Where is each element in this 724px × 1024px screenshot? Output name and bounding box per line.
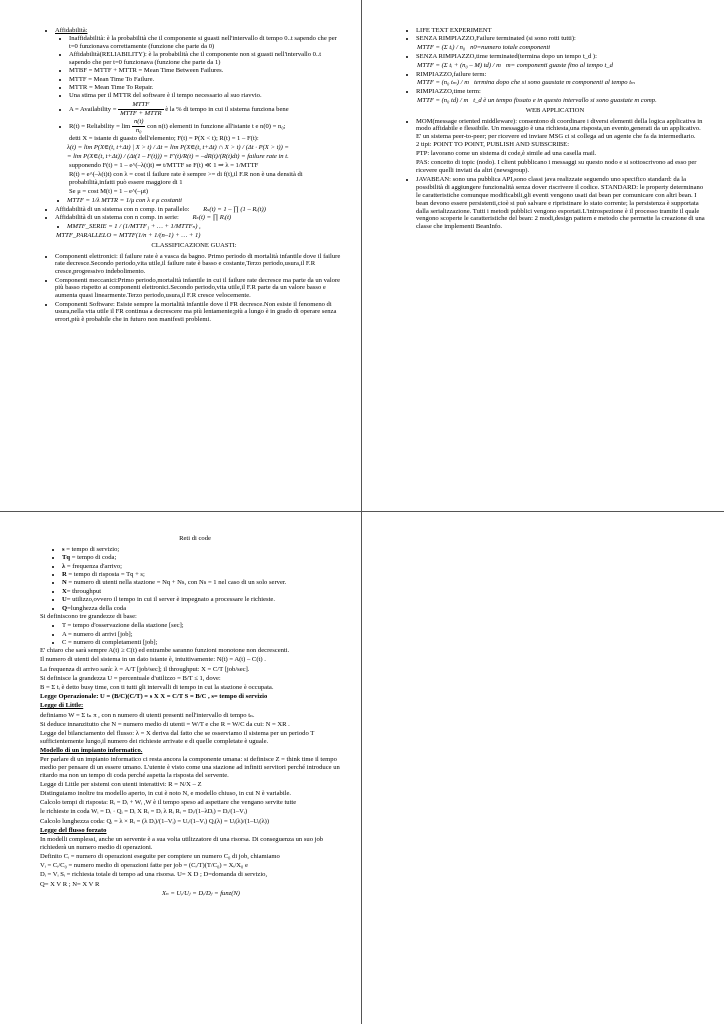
fraction-numerator: n(t): [133, 117, 144, 125]
legge-operazionale: Legge Operazionale: U = (B/C)(C/T) = s X X = C/T S = B/C , s= tempo di servizio: [40, 693, 268, 701]
formula-note: t_d è un tempo fissato e in questo intervallo si sono guastate m comp.: [473, 96, 657, 104]
availability-suffix: è la % di tempo in cui il sistema funziona bene: [165, 105, 289, 113]
definito-line: Definito Cᵢ = numero di operazioni eseguite per compiere un numero C₀ di job, chiamiamo: [40, 853, 280, 861]
def-text: = numero di utenti nella stazione = Nq + Ns, con Ns = 1 nel caso di un solo server.: [66, 579, 287, 587]
senza-time-list: [405, 53, 705, 61]
mttf-serie-formula: • MMTF_SERIE = 1 / (1/MTTF₁ + … + 1/MTTFₙ) ,: [67, 223, 344, 231]
list-item: [62, 605, 350, 613]
list-item: [62, 571, 350, 579]
list-item: • Affidabilità(RELIABILITY): è la probabilità che il componente non si guasti nell'intervallo 0..t sapendo che per t=0 funzionava (funzione che parte da 1): [69, 51, 344, 67]
def-symbol: Tq: [62, 554, 71, 562]
list-item: • SENZA RIMPIAZZO,Failure terminated (si sono rotti tutti):: [416, 35, 705, 43]
page-bottom-left: [40, 533, 350, 1018]
list-item: [62, 554, 350, 562]
rimp-time-list: [405, 88, 705, 96]
little-interattivi: Legge di Little per sistemi con utenti interattivi: R = N/X – Z: [40, 780, 202, 788]
frequenza-line: La frequenza di arrivo sarà: λ = A/T [job/sec]; il throughput: X = C/T [job/sec].: [40, 665, 250, 673]
availability-prefix: A = Availability =: [69, 105, 119, 113]
formula-f3: [417, 79, 705, 87]
list-item: [62, 579, 350, 587]
definitions-list: [40, 546, 350, 613]
modello-text: Per parlare di un impianto informatico ci resta ancora la componente umana: si definisce Z = think time il tempo medio per pensare di un essere umano. L'utente è visto come una stazione ad infiniti servitori perché introduce un ritardo ma non un tempo di coda perché aspetta la risposta del servente.: [40, 756, 340, 779]
vertical-divider: [361, 0, 362, 1024]
def-text: = throughput: [66, 587, 102, 595]
availability-fraction: [118, 101, 163, 118]
list-item: [62, 563, 350, 571]
flusso-forzato-text: In modelli complessi, anche un servente è a sua volta utilizzatore di una risorsa. Di conseguenza un suo job richiederà un numero medio di operazioni.: [40, 836, 324, 851]
serial-item: [55, 214, 344, 222]
utilizzo-line: Si definisce la grandezza U = percentuale d'utilizzo = B/T ≤ 1, dove:: [40, 674, 221, 682]
reliability-item: [69, 118, 344, 135]
lunghezza-coda-line: Calcolo lunghezza coda: Qᵢ = λ × Rᵢ = (λ Dᵢ)/(1–Vᵢ) = Uᵢ/(1–Vᵢ) Qᵢ(λ) = Uᵢ(λ)/(1–Uᵢ(λ)): [40, 817, 270, 825]
detti-line: detti X = istante di guasto dell'elemento; F(t) = P(X < t); R(t) = 1 – F(t):: [69, 135, 259, 143]
affidabilita-item: [55, 27, 344, 196]
affidabilita-heading: Affidabilità:: [55, 27, 88, 34]
reliability-prefix: R(t) = Reliability = lim: [69, 122, 131, 130]
page-top-right: [405, 27, 705, 507]
def-symbol: X: [62, 587, 67, 595]
flusso-forzato-title: Legge del flusso forzato: [40, 826, 107, 834]
parallel-item: [55, 206, 344, 214]
grandezze-intro: Si definiscono tre grandezze di base:: [40, 612, 137, 620]
list-item: • Una stima per il MTTR del software è il tempo necessario al suo riavvio.: [69, 92, 344, 100]
mom-extra: PTP: lavorano come un sistema di code,è simile ad una casella mail.: [416, 150, 597, 158]
bilanciamento-line: Legge del bilanciamento del flusso: λ = X deriva dal fatto che se osserviamo il sistema per un periodo T sufficientemente lungo,il numero dei richieste arrivate e di quelle completate è uguale.: [40, 729, 315, 745]
distinguiamo-line: Distinguiamo inoltre tra modello aperto, in cui è noto N, e modello chiuso, in cui N è variabile.: [40, 790, 292, 798]
busy-time-line: B = Σ tᵢ è detto busy time, con ti tutti gli intervalli di tempo in cui la stazione è occupata.: [40, 684, 274, 692]
list-item: • C = numero di completamenti [job];: [62, 639, 350, 647]
list-item: • MTTF = Mean Time To Failure.: [69, 76, 344, 84]
list-item: • A = numero di arrivi [job];: [62, 631, 350, 639]
reti-di-code-title: Reti di code: [179, 535, 211, 542]
def-text: =lunghezza della coda: [67, 604, 127, 612]
formula-f1: [417, 44, 705, 52]
legge-little-title: Legge di Little:: [40, 702, 84, 710]
def-text: = utilizzo,ovvero il tempo in cui il server è impegnato a processare le richieste.: [66, 596, 275, 604]
life-test-list: [405, 27, 705, 43]
def-text: = tempo di servizio;: [64, 545, 120, 553]
classificazione-title: CLASSIFICAZIONE GUASTI:: [151, 241, 237, 249]
grandezze-list: [40, 622, 350, 647]
qxvr-line: Q= X V R ; N= X V R: [40, 880, 100, 888]
parallel-label: Affidabilità di un sistema con n comp. in parallelo:: [55, 206, 190, 214]
list-item: • Componenti meccanici:Primo periodo,mortalità infantile in cui il failure rate decresce ma parte da un valore più basso rispetto ai componenti elettronici.Secondo periodo,vita utile,il F.R parte da un valore basso e aumenta quasi linearmente.Terzo periodo,usura,il F.R cresce velocemente.: [55, 277, 344, 300]
fraction-numerator: MTTF: [118, 101, 163, 110]
parallel-formula: Rₛ(t) = 1 – ∏ (1 – Rᵢ(t)): [203, 206, 266, 214]
list-item: • T = tempo d'osservazione della stazione [sec];: [62, 622, 350, 630]
availability-item: [69, 101, 344, 118]
list-item: • Inaffidabilità: è la probabilità che il componente si guasti nell'intervallo di tempo 0..t sapendo che per t=0 funzionava correttamente (funzione che parte da 0): [69, 35, 344, 51]
def-symbol: N: [62, 579, 67, 587]
xn-formula: Xₙ = Uᵢ/Uⱼ = Dᵢ/Dⱼ = funz(N): [161, 889, 240, 897]
se-line: Se μ = cost M(t) = 1 – e^(–μt): [69, 188, 149, 196]
web-application-title: WEB APPLICATION: [525, 106, 585, 114]
formula-note: termina dopo che si sono guastate m componenti al tempo tₘ: [473, 79, 636, 87]
di-line: Dᵢ = Vᵢ Sᵢ = richiesta totale di tempo ad una risorsa. U= X D ; D=domanda di servizio,: [40, 871, 268, 879]
richieste-line: le richieste in coda Wᵢ = Dᵢ · Qᵢ = Dᵢ X Rᵢ = Dᵢ λ Rᵢ Rᵢ = Dᵢ/(1–λDᵢ) = Dᵢ/(1–Vᵢ): [40, 808, 248, 816]
def-symbol: λ: [62, 562, 66, 570]
supponendo-line: supponendo F(t) = 1 – e^(–λ(t)t) ⇒ t/MTTF se F(t) ≪ 1 ⇒ λ = 1/MTTF: [69, 161, 259, 169]
list-item: • LIFE TEXT EXPERIMENT: [416, 27, 705, 35]
page-top-left: [44, 27, 344, 507]
reliability-fraction: [132, 118, 146, 135]
formula-text: MTTF = (Σ tᵢ) / n₀: [417, 44, 466, 52]
fraction-denominator: MTTF + MTTR: [120, 109, 162, 117]
def-text: = tempo di risposta = Tq + s;: [66, 570, 145, 578]
list-item: • SENZA RIMPIAZZO,time terminated(termina dopo un tempo t_d ):: [416, 53, 705, 61]
fraction-denominator: n₀: [135, 126, 142, 134]
list-item: • Componenti elettronici: il failure rate è a vasca da bagno. Primo periodo di mortalità infantile dove il failure rate decresce.Secondo periodo,vita utile,il failure rate è basso e costante,Terzo periodo,usura,il F.R cresce,progressivo indebolimento.: [55, 253, 344, 276]
numero-utenti-line: Il numero di utenti del sistema in un dato istante è, intuitivamente: N(t) = A(t) – C(t) .: [40, 656, 266, 664]
def-symbol: R: [62, 570, 67, 578]
rimp-fail-list: [405, 71, 705, 79]
vi-line: Vᵢ = Cᵢ/C₀ = numero medio di operazioni fatte per job = (Cᵢ/T)(T/C₀) = Xᵢ/X₀ e: [40, 862, 248, 870]
list-item: • RIMPIAZZO,time term:: [416, 88, 705, 96]
serial-formula: Rₛ(t) = ∏ Rᵢ(t): [192, 214, 232, 222]
formula-text: MTTF = (Σ tᵢ + (n₀ – M) td) / m: [417, 61, 501, 69]
def-text: = frequenza d'arrivo;: [65, 562, 122, 570]
formula-f4: [417, 97, 705, 105]
formula-note: n0=numero totale componenti: [470, 44, 551, 52]
list-item: • MTBF = MTTF + MTTR = Mean Time Between Failures.: [69, 67, 344, 75]
mom-item: [416, 118, 705, 175]
reliability-suffix: con n(t) elementi in funzione all'istante t e n(0) = n₀;: [147, 122, 286, 130]
formula-text: MTTF = (n₀ td) / m: [417, 96, 469, 104]
mttf-mttr-formula: • MTTF = 1/λ MTTR = 1/μ con λ e μ costanti: [67, 197, 344, 205]
formula-text: MTTF = (n₀ tₘ) / m: [417, 79, 469, 87]
lambda-formula-2: = lim P(X∈(t, t+Δt)) / (Δt(1 – F(t))) = F′(t)/R(t) = –dR(t)/(R(t)dt) = failure rate in t.: [67, 153, 289, 161]
def-symbol: U: [62, 596, 67, 604]
classificazione-list: [44, 253, 344, 324]
list-item: [62, 588, 350, 596]
mttf-parallelo-formula: MTTF_PARALLELO = MTTF(1/n + 1/(n–1) + … + 1): [56, 232, 201, 240]
little-definition: definiamo W = Σ tₙ π , con n numero di utenti presenti nell'intervallo di tempo tₙ.: [40, 711, 255, 719]
javabean-item: • JAVABEAN: sono una pubblica API,sono classi java realizzate seguendo uno specifico standard: da la possibilità di aggiungere funzionalità senza dover riscrivere il codice. STANDARD: le property determinano le caratteristiche comunque modificabili,gli eventi vengono usati dai bean per comunicare con altri bean. I bean devono essere persistenti,cioè si può salvare e ripristinare lo stato corrente; la persistenza è supportata dalla serializzazione. Tutti i metodi pubblici vengono esportati.L'introspezione è il processo tramite il quale vengono scoperte le caratteristiche del bean: 2 modi,design pattern e metodo che permette la creazione di una classe che implementi BeanInfo.: [416, 176, 705, 231]
mom-extra: 2 tipi: POINT TO POINT, PUBLISH AND SUBSCRIBE:: [416, 140, 570, 148]
list-item: • MTTR = Mean Time To Repair.: [69, 84, 344, 92]
modello-title: Modello di un impianto informatico.: [40, 746, 143, 754]
list-item: [62, 546, 350, 554]
chiaro-line: E' chiaro che sarà sempre A(t) ≥ C(t) ed entrambe saranno funzioni monotone non decrescenti.: [40, 647, 290, 655]
web-list: [405, 118, 705, 231]
formula-note: m= componenti guaste fino al tempo t_d: [505, 61, 613, 69]
affidabilita-sub-list: [55, 35, 344, 135]
little-deduce: Si deduce innanzitutto che N = numero medio di utenti = W/T e che R = W/C da cui: N = XR .: [40, 720, 290, 728]
list-item: [62, 596, 350, 604]
calcolo-tempi-line: Calcolo tempi di risposta: Rᵢ = Dᵢ + Wᵢ ,W è il tempo speso ad aspettare che vengano servite tutte: [40, 799, 297, 807]
list-item: • RIMPIAZZO,failure term:: [416, 71, 705, 79]
formula-f2: [417, 62, 705, 70]
def-symbol: s: [62, 545, 65, 553]
rt-line: R(t) = e^(–λ(t)t) con λ = cost il failure rate è sempre >= di f(t),il F.R non è una densità di probabilità,infatti può essere maggiore di 1: [69, 171, 303, 186]
def-symbol: Q: [62, 604, 68, 612]
lambda-formula-1: λ(t) = lim P(X∈(t, t+Δt) | X > t) / Δt = lim P(X∈(t, t+Δt) ∩ X > t) / (Δt · P(X > t)) =: [67, 144, 289, 152]
horizontal-divider: [0, 511, 724, 512]
def-text: = tempo di coda;: [70, 554, 117, 562]
mom-text: MOM(message oriented middleware): consentono di coordinare i diversi elementi della logica applicativa in modo affidabile e flessibile. Un messaggio è una richiesta,una risposta,un evento,generati da un applicativo. E' un sistema peer-to-peer; per ricevere ed inviare MSG ci si collega ad un agente che fa da intermediario.: [416, 117, 703, 141]
serial-label: Affidabilità di un sistema con n comp. in serie:: [55, 214, 179, 222]
affidabilita-list: [44, 27, 344, 231]
mom-extra: PAS: concetto di topic (nodo). I client pubblicano i messaggi su questo nodo e si sottoscrivono ad esso per ricevere quelli inviati da altri (newsgroup).: [416, 159, 697, 175]
list-item: • Componenti Software: Esiste sempre la mortalità infantile dove il FR decresce.Non esiste il fenomeno di usura,nella vita utile il FR continua a decrescere ma più lentamente;più a lungo è in grado di operare senza errori,più è probabile che in futuro non manifesti problemi.: [55, 301, 344, 324]
